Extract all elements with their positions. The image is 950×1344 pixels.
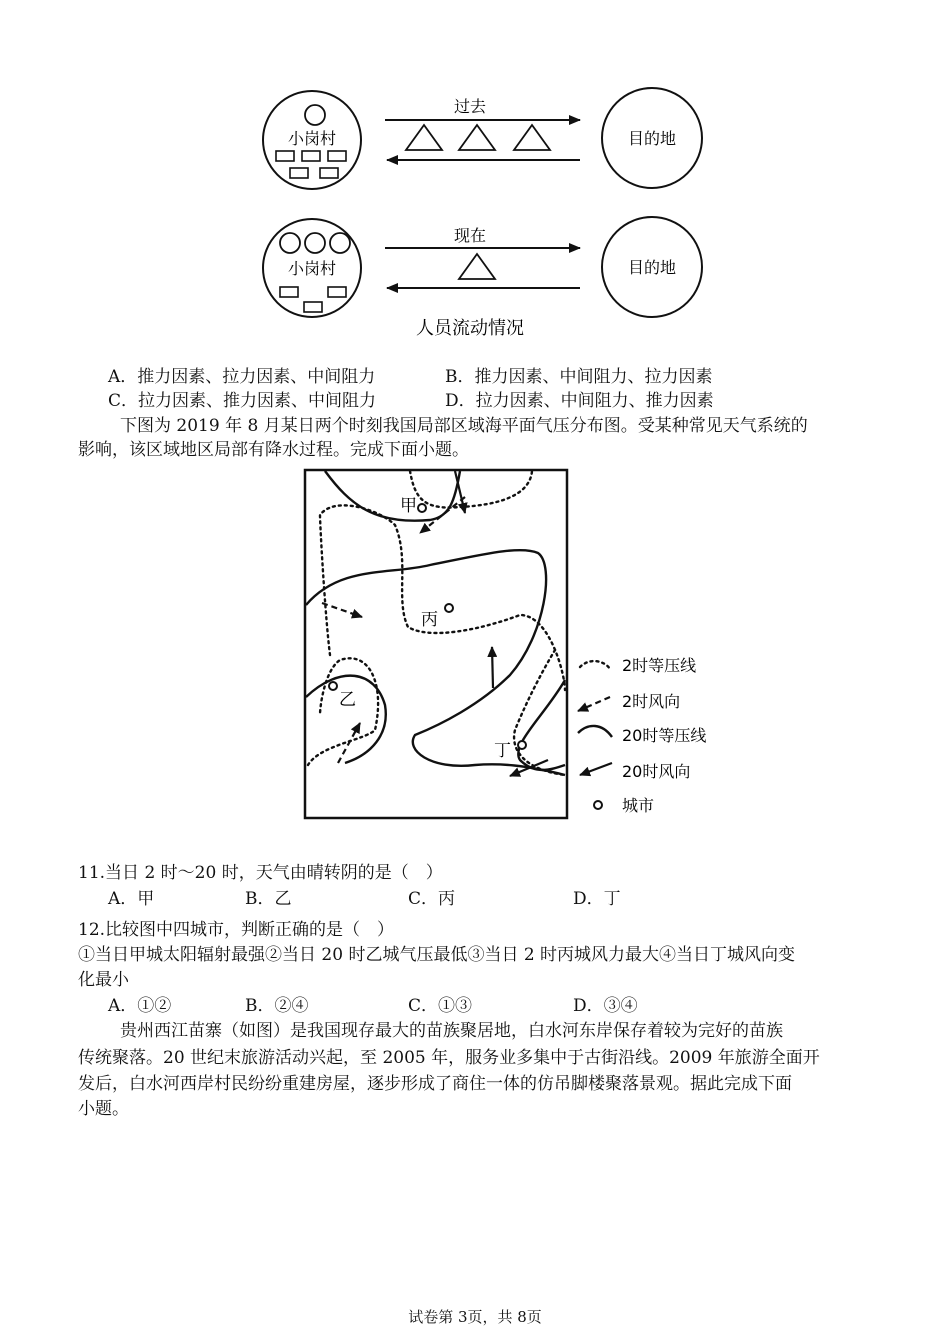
map-legend xyxy=(578,656,706,815)
legend-isobar-2h-label: 2时等压线 xyxy=(622,656,697,675)
legend-isobar-2h-swatch xyxy=(580,661,610,669)
legend-city-label: 城市 xyxy=(622,796,655,815)
miao-intro-line-3: 发后，白水河西岸村民纷纷重建房屋，逐步形成了商住一体的仿吊脚楼聚落景观。据此完成下面 xyxy=(78,1074,792,1094)
obstacle-triangle-icon xyxy=(406,125,442,150)
building-icon xyxy=(304,302,322,312)
building-icon xyxy=(280,287,298,297)
q12-statements-line-2: 化最小 xyxy=(78,970,129,990)
q10-option-d[interactable]: D．拉力因素、中间阻力、推力因素 xyxy=(445,391,714,411)
legend-wind-20h-swatch xyxy=(580,763,612,775)
destination-label-present: 目的地 xyxy=(627,258,677,277)
population-icon xyxy=(280,233,300,253)
population-icon xyxy=(305,233,325,253)
q12-option-a[interactable]: A．①② xyxy=(108,996,172,1016)
q11-option-a[interactable]: A．甲 xyxy=(108,889,155,909)
past-flow-row xyxy=(263,88,702,189)
city-marker-jia xyxy=(418,504,426,512)
q12-option-b[interactable]: B．②④ xyxy=(245,996,309,1016)
building-icon xyxy=(320,168,338,178)
q11-option-d[interactable]: D．丁 xyxy=(573,889,621,909)
wind-arrow-20h xyxy=(492,647,493,688)
obstacle-triangle-icon xyxy=(459,125,495,150)
building-icon xyxy=(302,151,320,161)
building-icon xyxy=(276,151,294,161)
isobar-2h xyxy=(410,471,532,508)
isobar-2h xyxy=(308,658,378,765)
pressure-intro-line-2: 影响，该区域地区局部有降水过程。完成下面小题。 xyxy=(78,440,469,460)
miao-intro-line-1: 贵州西江苗寨（如图）是我国现存最大的苗族聚居地，白水河东岸保存着较为完好的苗族 xyxy=(120,1021,783,1041)
city-label-yi: 乙 xyxy=(339,690,356,710)
isobar-2h xyxy=(320,505,565,690)
q10-option-b[interactable]: B．推力因素、中间阻力、拉力因素 xyxy=(445,367,713,387)
q12-option-d[interactable]: D．③④ xyxy=(573,996,638,1016)
building-icon xyxy=(328,287,346,297)
village-label-present: 小岗村 xyxy=(287,259,337,278)
city-marker-yi xyxy=(329,682,337,690)
isobar-20h xyxy=(306,550,565,775)
city-label-bing: 丙 xyxy=(421,610,438,630)
q12-stem: 12.比较图中四城市，判断正确的是（ ） xyxy=(78,920,395,940)
village-label-past: 小岗村 xyxy=(287,129,337,148)
city-marker-ding xyxy=(518,741,526,749)
q11-option-b[interactable]: B．乙 xyxy=(245,889,292,909)
pressure-intro-line-1: 下图为 2019 年 8 月某日两个时刻我国局部区域海平面气压分布图。受某种常见天气系统的 xyxy=(120,416,808,436)
legend-isobar-20h-swatch xyxy=(578,726,612,737)
obstacle-triangle-icon xyxy=(514,125,550,150)
miao-intro-line-2: 传统聚落。20 世纪末旅游活动兴起，至 2005 年，服务业多集中于古街沿线。2009 年旅游全面开 xyxy=(78,1048,820,1068)
building-icon xyxy=(290,168,308,178)
present-label: 现在 xyxy=(453,226,487,245)
legend-wind-20h-label: 20时风向 xyxy=(622,762,691,781)
population-icon xyxy=(330,233,350,253)
page-footer: 试卷第 3页，共 8页 xyxy=(408,1308,542,1326)
diagram-caption: 人员流动情况 xyxy=(416,318,524,339)
q10-option-c[interactable]: C．拉力因素、推力因素、中间阻力 xyxy=(108,391,377,411)
q10-option-a[interactable]: A．推力因素、拉力因素、中间阻力 xyxy=(108,367,376,387)
q11-option-c[interactable]: C．丙 xyxy=(408,889,456,909)
population-icon xyxy=(305,105,325,125)
legend-wind-2h-label: 2时风向 xyxy=(622,692,681,711)
legend-city-swatch xyxy=(594,801,602,809)
building-icon xyxy=(328,151,346,161)
city-marker-bing xyxy=(445,604,453,612)
q12-option-c[interactable]: C．①③ xyxy=(408,996,473,1016)
pressure-map xyxy=(300,465,730,825)
destination-label-past: 目的地 xyxy=(627,129,677,148)
q12-statements-line-1: ①当日甲城太阳辐射最强②当日 20 时乙城气压最低③当日 2 时丙城风力最大④当日丁城风向变 xyxy=(78,945,796,965)
q11-stem: 11.当日 2 时～20 时，天气由晴转阴的是（ ） xyxy=(78,863,443,883)
population-flow-diagram xyxy=(250,80,720,345)
legend-wind-2h-swatch xyxy=(578,697,610,711)
isobar-20h xyxy=(325,471,460,521)
present-flow-row xyxy=(263,217,702,317)
past-label: 过去 xyxy=(453,97,487,116)
city-label-jia: 甲 xyxy=(400,496,417,516)
miao-intro-line-4: 小题。 xyxy=(78,1099,129,1119)
obstacle-triangle-icon xyxy=(459,254,495,279)
isobar-2h xyxy=(514,650,565,775)
city-label-ding: 丁 xyxy=(494,741,511,761)
wind-arrow-2h xyxy=(322,603,362,617)
isobar-20h xyxy=(518,680,565,770)
legend-isobar-20h-label: 20时等压线 xyxy=(622,726,707,745)
